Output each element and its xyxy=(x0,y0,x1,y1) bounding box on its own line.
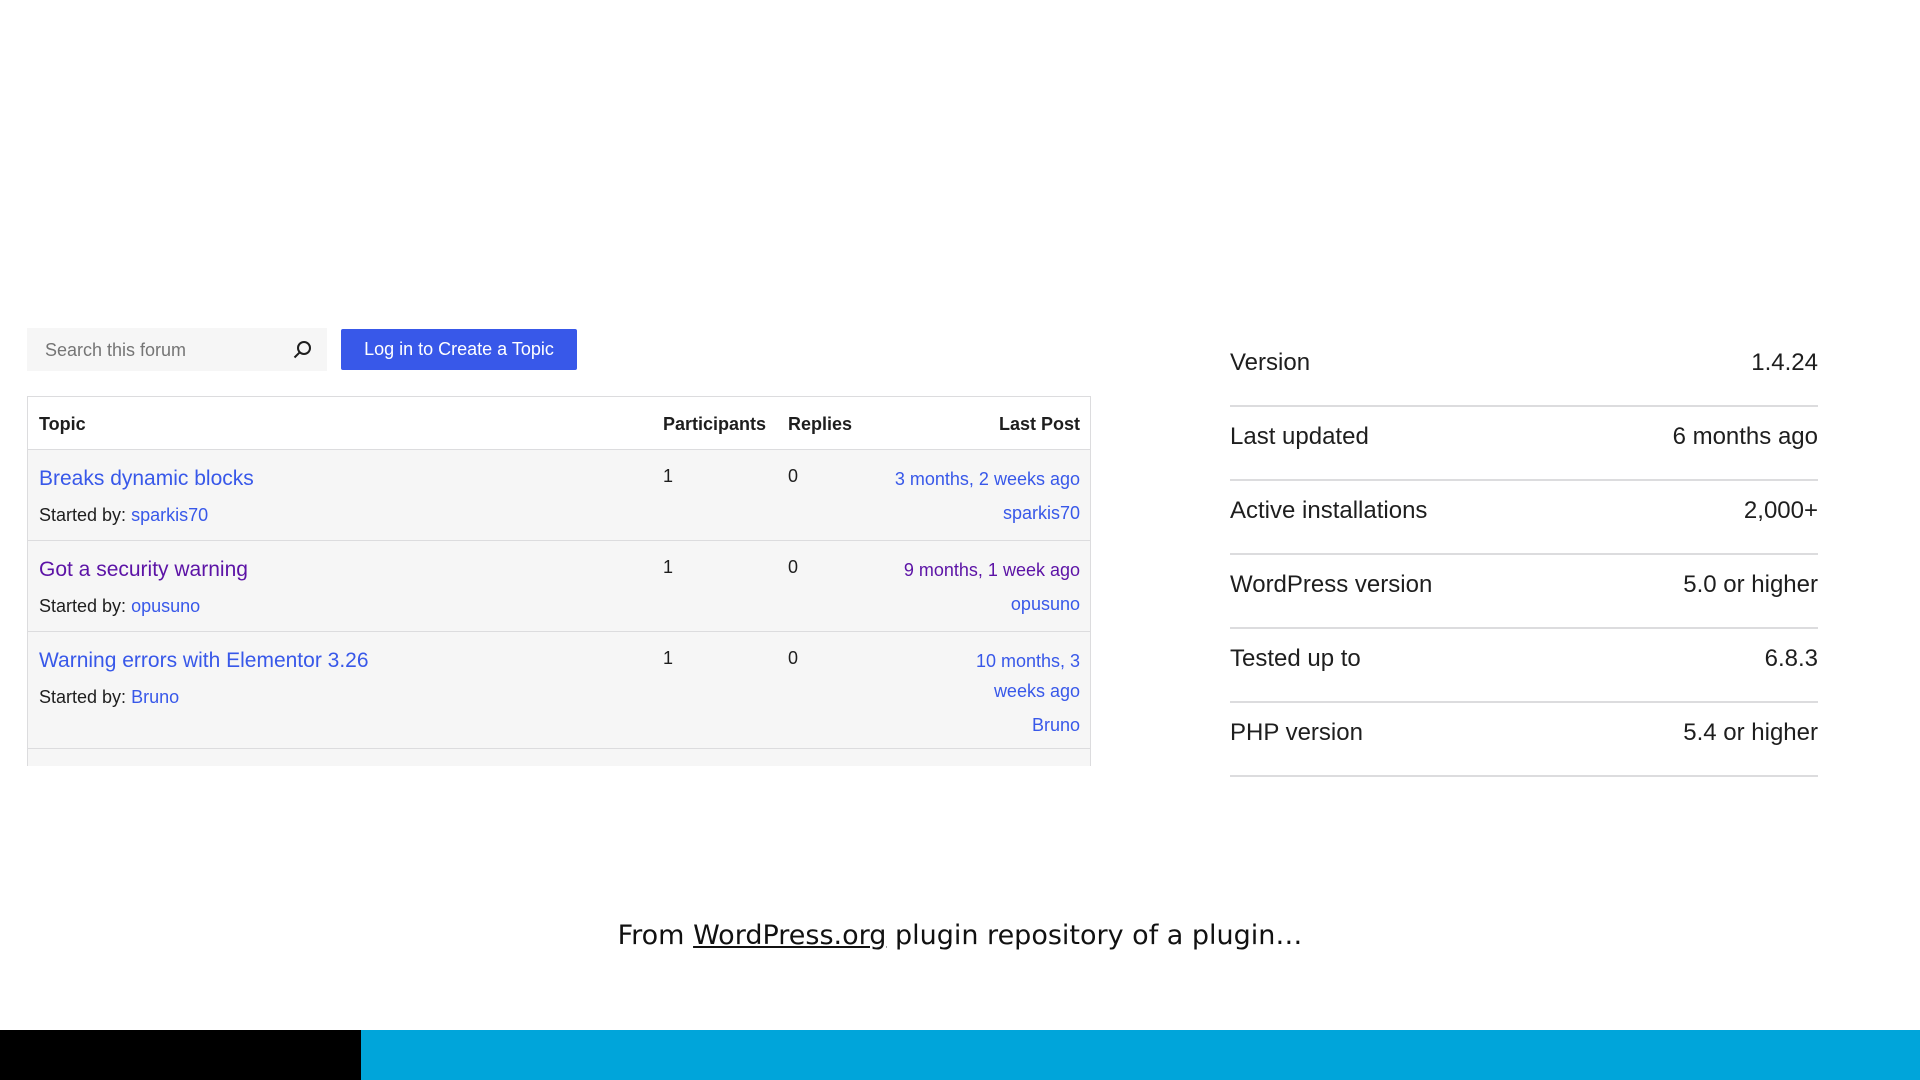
meta-label: Active installations xyxy=(1230,497,1428,524)
last-post-time-link[interactable]: 9 months, 1 week ago xyxy=(903,560,1080,580)
started-by xyxy=(39,596,200,617)
table-row xyxy=(28,541,1090,632)
wordpress-org-link[interactable]: WordPress.org xyxy=(693,920,887,951)
meta-row-last-updated xyxy=(1230,407,1818,481)
started-by xyxy=(39,687,179,708)
last-post-cell xyxy=(860,555,1080,619)
search-icon[interactable] xyxy=(291,338,315,362)
caption-suffix: plugin repository of a plugin… xyxy=(886,920,1303,951)
meta-value: 1.4.24 xyxy=(1751,349,1818,376)
table-row-partial xyxy=(28,749,1090,766)
forum-search-box[interactable] xyxy=(27,328,327,371)
column-header-replies: Replies xyxy=(788,414,853,434)
meta-value: 6 months ago xyxy=(1672,423,1818,450)
replies-count: 0 xyxy=(788,466,799,486)
last-post-time-link[interactable]: 10 months, 3 weeks ago xyxy=(975,651,1080,701)
participants-count: 1 xyxy=(663,466,674,486)
last-post-time-link[interactable]: 3 months, 2 weeks ago xyxy=(894,469,1080,489)
started-by-label: Started by: xyxy=(39,596,132,616)
meta-label: Version xyxy=(1230,349,1311,376)
started-by-label: Started by: xyxy=(39,687,132,707)
meta-value: 2,000+ xyxy=(1743,497,1818,524)
footer-bar-blue xyxy=(361,1030,1920,1080)
replies-count: 0 xyxy=(788,557,799,577)
meta-row-wordpress-version xyxy=(1230,555,1818,629)
participants-count: 1 xyxy=(663,557,674,577)
forum-search-input[interactable] xyxy=(43,328,287,373)
last-post-author-link[interactable]: sparkis70 xyxy=(1002,503,1080,523)
started-by xyxy=(39,505,208,526)
meta-label: Tested up to xyxy=(1230,645,1361,672)
table-row xyxy=(28,450,1090,541)
table-row xyxy=(28,632,1090,749)
plugin-meta-list xyxy=(1230,333,1818,777)
topic-title-link[interactable]: Got a security warning xyxy=(39,558,248,581)
meta-value: 5.4 or higher xyxy=(1683,719,1818,746)
meta-row-tested-up-to xyxy=(1230,629,1818,703)
meta-label: PHP version xyxy=(1230,719,1363,746)
column-header-last-post: Last Post xyxy=(998,414,1080,434)
column-header-participants: Participants xyxy=(663,414,767,434)
create-topic-button[interactable]: Log in to Create a Topic xyxy=(341,329,577,370)
column-header-topic: Topic xyxy=(39,414,86,434)
meta-row-php-version xyxy=(1230,703,1818,777)
meta-value: 6.8.3 xyxy=(1764,645,1818,672)
last-post-author-link[interactable]: Bruno xyxy=(1031,715,1080,735)
topic-title-link[interactable]: Warning errors with Elementor 3.26 xyxy=(39,649,369,672)
slide-caption xyxy=(0,920,1920,951)
topic-author-link[interactable]: Bruno xyxy=(131,687,180,707)
meta-value: 5.0 or higher xyxy=(1683,571,1818,598)
last-post-cell xyxy=(950,646,1080,740)
last-post-author-link[interactable]: opusuno xyxy=(1010,594,1080,614)
meta-label: Last updated xyxy=(1230,423,1369,450)
caption-prefix: From xyxy=(617,920,694,951)
forum-topics-table xyxy=(27,396,1091,766)
meta-row-active-installations xyxy=(1230,481,1818,555)
topic-title-link[interactable]: Breaks dynamic blocks xyxy=(39,467,254,490)
started-by-label: Started by: xyxy=(39,505,132,525)
participants-count: 1 xyxy=(663,648,674,668)
footer-bar-black xyxy=(0,1030,361,1080)
table-header xyxy=(28,397,1090,450)
topic-author-link[interactable]: opusuno xyxy=(131,596,201,616)
replies-count: 0 xyxy=(788,648,799,668)
meta-row-version xyxy=(1230,333,1818,407)
meta-label: WordPress version xyxy=(1230,571,1433,598)
topic-author-link[interactable]: sparkis70 xyxy=(131,505,209,525)
last-post-cell xyxy=(860,464,1080,528)
